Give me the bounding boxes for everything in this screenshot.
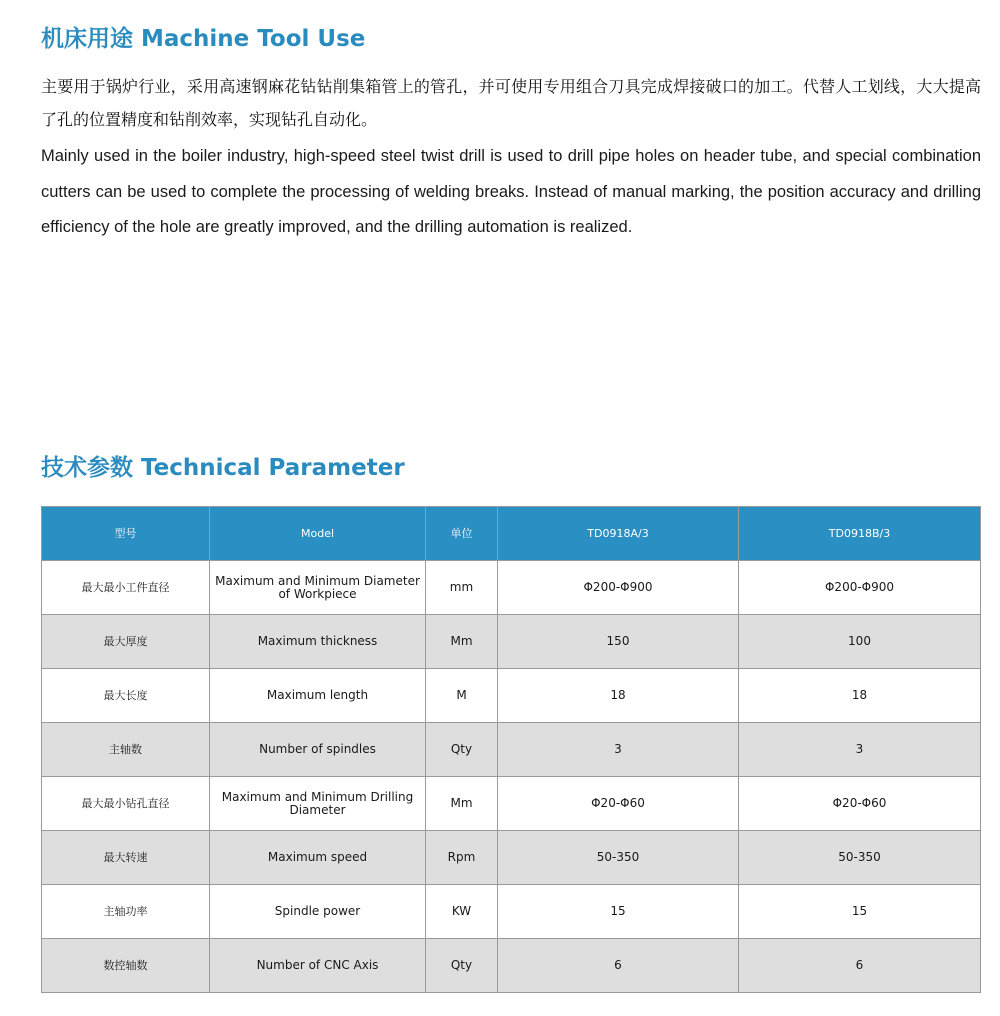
param-unit: KW	[426, 885, 498, 939]
param-value-a: Φ20-Φ60	[498, 777, 739, 831]
param-name-en: Maximum length	[210, 669, 426, 723]
table-row	[42, 777, 981, 831]
section-title-machine-tool-use: 机床用途 Machine Tool Use	[41, 26, 366, 52]
param-value-a: 6	[498, 939, 739, 993]
param-unit: Qty	[426, 939, 498, 993]
table-row	[42, 669, 981, 723]
header-type-zh: 型号	[42, 507, 210, 561]
header-model-b: TD0918B/3	[739, 507, 981, 561]
param-name-zh: 最大转速	[42, 831, 210, 885]
table-row	[42, 561, 981, 615]
usage-description-english: Mainly used in the boiler industry, high-speed steel twist drill is used to drill pipe holes on header tube, and special combination cutters can be used to complete the processing of welding breaks. Instead of manual marking, the position accuracy and drilling efficiency of the hole are greatly improved, and the drilling automation is realized.	[41, 147, 981, 236]
param-name-en: Number of CNC Axis	[210, 939, 426, 993]
param-value-b: 50-350	[739, 831, 981, 885]
param-name-en: Maximum and Minimum Diameter of Workpiece	[210, 561, 426, 615]
section-title-technical-parameter: 技术参数 Technical Parameter	[41, 455, 405, 481]
param-unit: mm	[426, 561, 498, 615]
header-unit-zh: 单位	[426, 507, 498, 561]
param-name-zh: 主轴数	[42, 723, 210, 777]
param-name-zh: 数控轴数	[42, 939, 210, 993]
param-value-a: 18	[498, 669, 739, 723]
table-row	[42, 723, 981, 777]
param-unit: Mm	[426, 615, 498, 669]
param-value-b: Φ20-Φ60	[739, 777, 981, 831]
table-header-row	[42, 507, 981, 561]
param-value-b: 3	[739, 723, 981, 777]
param-name-en: Maximum speed	[210, 831, 426, 885]
header-model-a: TD0918A/3	[498, 507, 739, 561]
param-name-en: Maximum thickness	[210, 615, 426, 669]
param-value-a: 3	[498, 723, 739, 777]
param-value-a: 15	[498, 885, 739, 939]
param-unit: Mm	[426, 777, 498, 831]
param-name-zh: 最大长度	[42, 669, 210, 723]
param-name-en: Maximum and Minimum Drilling Diameter	[210, 777, 426, 831]
param-value-b: 6	[739, 939, 981, 993]
param-name-zh: 最大厚度	[42, 615, 210, 669]
param-name-en: Spindle power	[210, 885, 426, 939]
param-unit: Qty	[426, 723, 498, 777]
param-name-en: Number of spindles	[210, 723, 426, 777]
param-value-b: Φ200-Φ900	[739, 561, 981, 615]
param-unit: M	[426, 669, 498, 723]
param-name-zh: 最大最小钻孔直径	[42, 777, 210, 831]
param-value-a: 50-350	[498, 831, 739, 885]
param-name-zh: 主轴功率	[42, 885, 210, 939]
param-value-b: 18	[739, 669, 981, 723]
param-value-b: 100	[739, 615, 981, 669]
table-row	[42, 831, 981, 885]
param-value-a: 150	[498, 615, 739, 669]
table-row	[42, 885, 981, 939]
param-unit: Rpm	[426, 831, 498, 885]
header-model: Model	[210, 507, 426, 561]
technical-parameter-table	[41, 506, 981, 993]
usage-description-chinese: 主要用于锅炉行业，采用高速钢麻花钻钻削集箱管上的管孔，并可使用专用组合刀具完成焊接破口的加工。代替人工划线，大大提高了孔的位置精度和钻削效率，实现钻孔自动化。	[41, 77, 981, 129]
table-row	[42, 615, 981, 669]
param-name-zh: 最大最小工件直径	[42, 561, 210, 615]
table-row	[42, 939, 981, 993]
param-value-a: Φ200-Φ900	[498, 561, 739, 615]
param-value-b: 15	[739, 885, 981, 939]
